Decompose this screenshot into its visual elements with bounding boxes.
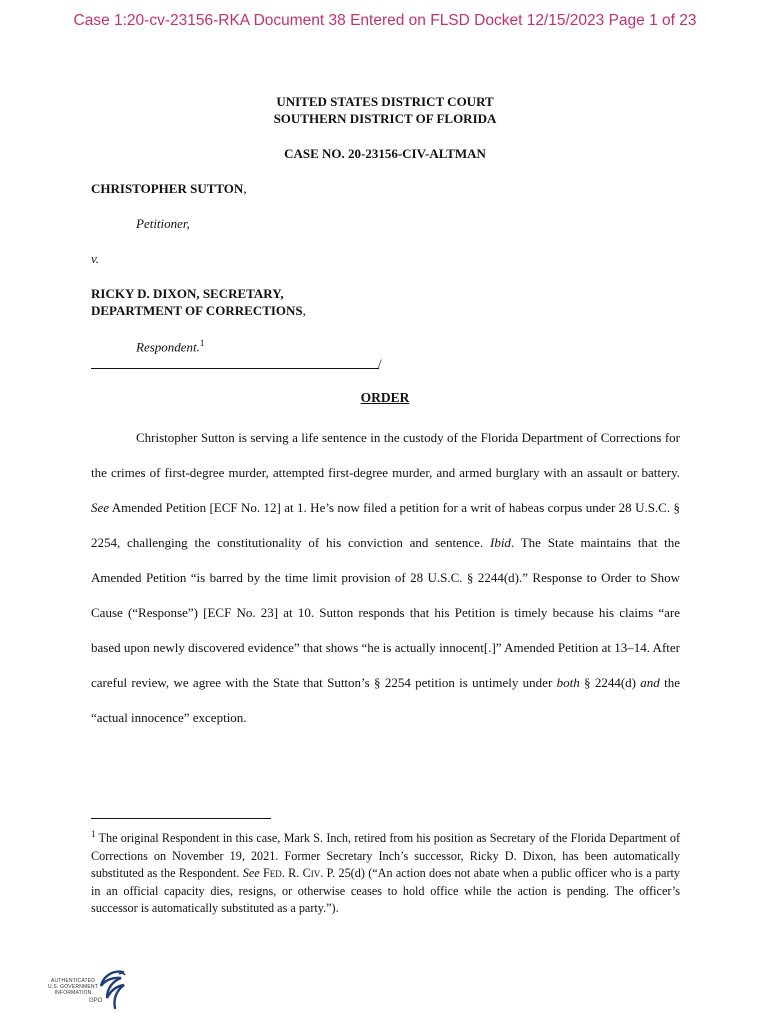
footnote-number: 1 xyxy=(91,829,96,839)
petitioner-punct: , xyxy=(243,181,247,196)
caption-slash: / xyxy=(378,356,382,371)
gpo-line1: AUTHENTICATED xyxy=(50,978,96,984)
footnote-text-1: The original Respondent in this case, Mark S. Inch, retired from his position as Secretary of the Florida Department of Corrections on November 19, 2021. Former Secretary Inch’s successor, Ricky D. Dixon, has been automatically substituted as the Respondent. xyxy=(91,831,680,881)
footnote-text-3: 25(d) (“An action does not abate when a public officer who is a party in an official capacity dies, resigns, or otherwise ceases to hold office while the action is pending. The officer’s successor is automatically substituted as a party.”). xyxy=(91,866,680,916)
body-text-5: the “actual innocence” exception. xyxy=(91,675,680,725)
court-name-line2: SOUTHERN DISTRICT OF FLORIDA xyxy=(273,111,497,126)
versus: v. xyxy=(91,251,100,266)
order-paragraph-1 xyxy=(91,420,680,735)
body-text-4: § 2244(d) xyxy=(579,675,641,690)
body-text-1: Christopher Sutton is serving a life sentence in the custody of the Florida Department of Corrections for the crimes of first-degree murder, attempted first-degree murder, and armed burglary with an assault or battery. xyxy=(91,430,680,480)
caption-underline xyxy=(91,368,379,369)
petitioner-role: Petitioner, xyxy=(136,216,190,231)
body-both-emphasis: both xyxy=(556,675,580,690)
respondent-line2: DEPARTMENT OF CORRECTIONS xyxy=(91,303,303,318)
body-see-signal: See xyxy=(91,500,110,515)
court-name-line1: UNITED STATES DISTRICT COURT xyxy=(276,94,494,109)
gpo-authentication-seal xyxy=(45,968,135,1016)
gpo-eagle-icon xyxy=(93,968,127,1012)
body-text-2: Amended Petition [ECF No. 12] at 1. He’s now filed a petition for a writ of habeas corpus under 28 U.S.C. § 2254, challenging the constitutionality of his conviction and sentence. xyxy=(91,500,680,550)
body-ibid-signal: Ibid xyxy=(489,535,511,550)
petitioner-block xyxy=(91,181,247,197)
respondent-punct: , xyxy=(302,303,306,318)
footnote-1 xyxy=(91,826,680,918)
respondent-line2-block xyxy=(91,303,306,319)
docket-header-stamp: Case 1:20-cv-23156-RKA Document 38 Entered on FLSD Docket 12/15/2023 Page 1 of 23 xyxy=(73,12,697,29)
footnote-ref-1[interactable]: 1 xyxy=(199,338,205,348)
respondent-role: Respondent. xyxy=(136,339,200,355)
footnote-separator xyxy=(91,818,271,819)
order-title: ORDER xyxy=(360,390,410,405)
footnote-rule-citation: Fed. R. Civ. P. xyxy=(263,866,336,881)
respondent-role-block xyxy=(136,338,204,355)
body-and-emphasis: and xyxy=(640,675,660,690)
case-number: CASE NO. 20-23156-CIV-ALTMAN xyxy=(284,146,486,161)
body-text-3: . The State maintains that the Amended Petition “is barred by the time limit provision of 28 U.S.C. § 2244(d).” Response to Order to Show Cause (“Response”) [ECF No. 23] at 10. Sutton responds that his Petition is timely because his claims “are based upon newly discovered evidence” that shows “he is actually innocent[.]” Amended Petition at 13–14. After careful review, we agree with the State that Sutton’s § 2254 petition is untimely under xyxy=(91,535,680,690)
gpo-abbr: GPO xyxy=(89,998,103,1004)
respondent-line1: RICKY D. DIXON, SECRETARY, xyxy=(91,286,284,301)
gpo-line3: INFORMATION xyxy=(54,990,92,996)
footnote-see-signal: See xyxy=(242,866,260,881)
petitioner-name: CHRISTOPHER SUTTON xyxy=(91,181,244,196)
gpo-line2: U.S. GOVERNMENT xyxy=(48,984,98,990)
